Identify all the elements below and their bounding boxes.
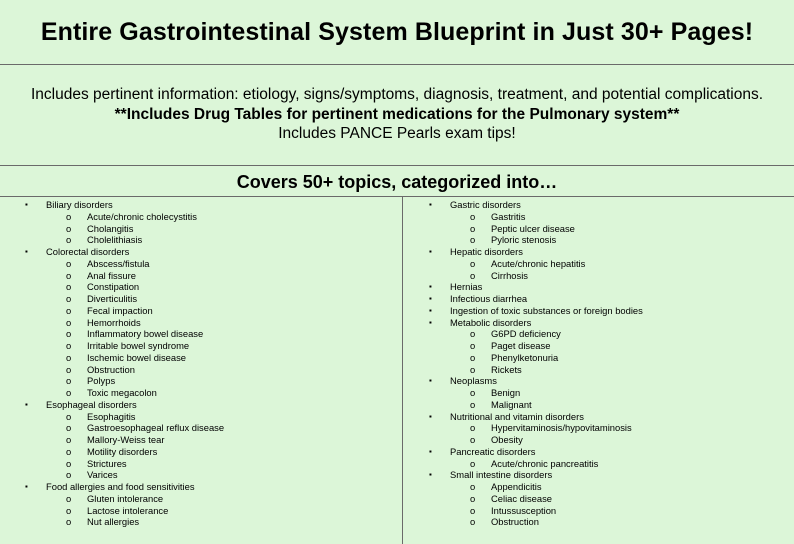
- circle-bullet-icon: o: [66, 269, 72, 281]
- square-bullet-icon: ▪: [429, 411, 432, 421]
- subtopic-label: Paget disease: [491, 340, 551, 351]
- subtopic-irritable-bowel-syndrome: [0, 340, 400, 352]
- square-bullet-icon: ▪: [429, 470, 432, 480]
- subtopic-obesity: [404, 434, 794, 446]
- topic-label: Colorectal disorders: [46, 246, 130, 257]
- circle-bullet-icon: o: [66, 340, 72, 351]
- circle-bullet-icon: o: [66, 234, 72, 246]
- subtopic-constipation: [0, 281, 400, 293]
- circle-bullet-icon: o: [470, 504, 476, 516]
- topic-small-intestine-disorders: [404, 469, 794, 481]
- subtopic-label: Gluten intolerance: [87, 492, 164, 504]
- topic-label: Infectious diarrhea: [450, 293, 528, 304]
- subtopic-label: Diverticulitis: [87, 293, 138, 304]
- subtopic-diverticulitis: [0, 293, 400, 305]
- subtopic-label: Obstruction: [491, 516, 539, 528]
- subtopic-obstruction: [0, 364, 400, 376]
- circle-bullet-icon: o: [66, 434, 72, 445]
- square-bullet-icon: ▪: [429, 317, 432, 327]
- divider-title: [0, 64, 794, 65]
- circle-bullet-icon: o: [66, 504, 72, 516]
- subtopic-anal-fissure: [0, 270, 400, 282]
- subtopic-label: Hemorrhoids: [87, 316, 141, 328]
- subtopic-label: Cholelithiasis: [87, 234, 143, 246]
- subtopic-inflammatory-bowel-disease: [0, 328, 400, 340]
- subtopic-label: Obstruction: [87, 363, 135, 375]
- topic-colorectal-disorders: [0, 246, 400, 258]
- circle-bullet-icon: o: [66, 222, 72, 234]
- subtopic-label: Cholangitis: [87, 222, 134, 234]
- subtopic-pyloric-stenosis: [404, 234, 794, 246]
- subtopic-label: Obesity: [491, 434, 523, 445]
- topic-ingestion-of-toxic-substances-or-foreign-bodies: [404, 305, 794, 317]
- circle-bullet-icon: o: [66, 304, 72, 316]
- subtopic-label: Fecal impaction: [87, 304, 153, 316]
- circle-bullet-icon: o: [470, 257, 476, 269]
- subtopic-label: Motility disorders: [87, 445, 158, 457]
- topic-hernias: [404, 281, 794, 293]
- subtopic-label: Acute/chronic cholecystitis: [87, 210, 197, 222]
- topic-pancreatic-disorders: [404, 446, 794, 458]
- subtopic-hypervitaminosis-hypovitaminosis: [404, 422, 794, 434]
- square-bullet-icon: ▪: [25, 482, 28, 491]
- square-bullet-icon: ▪: [429, 305, 432, 315]
- subtopic-ischemic-bowel-disease: [0, 352, 400, 364]
- square-bullet-icon: ▪: [429, 376, 432, 386]
- circle-bullet-icon: o: [66, 293, 72, 304]
- subtopic-label: Constipation: [87, 281, 140, 293]
- topic-gastric-disorders: [404, 199, 794, 211]
- subtopic-label: G6PD deficiency: [491, 328, 561, 340]
- square-bullet-icon: ▪: [429, 200, 432, 209]
- square-bullet-icon: ▪: [429, 282, 432, 292]
- subtopic-label: Pyloric stenosis: [491, 234, 557, 246]
- topic-label: Pancreatic disorders: [450, 445, 536, 457]
- subtopic-label: Nut allergies: [87, 516, 140, 528]
- subtopic-benign: [404, 387, 794, 399]
- circle-bullet-icon: o: [470, 387, 476, 398]
- circle-bullet-icon: o: [470, 269, 476, 281]
- topic-label: Hernias: [450, 281, 483, 293]
- circle-bullet-icon: o: [470, 351, 476, 363]
- subtopic-toxic-megacolon: [0, 387, 400, 399]
- topic-label: Nutritional and vitamin disorders: [450, 410, 584, 422]
- subtopic-label: Strictures: [87, 457, 127, 469]
- subtopic-label: Intussusception: [491, 504, 557, 516]
- intro-line-pance-pearls: Includes PANCE Pearls exam tips!: [278, 125, 516, 142]
- topic-list-right: [404, 199, 794, 528]
- subtopic-label: Acute/chronic hepatitis: [491, 257, 586, 269]
- circle-bullet-icon: o: [66, 492, 72, 504]
- circle-bullet-icon: o: [470, 222, 476, 234]
- subtopic-malignant: [404, 399, 794, 411]
- subtopic-polyps: [0, 375, 400, 387]
- topic-neoplasms: [404, 375, 794, 387]
- subtopic-label: Peptic ulcer disease: [491, 222, 575, 234]
- topic-label: Small intestine disorders: [450, 469, 553, 481]
- subtopic-peptic-ulcer-disease: [404, 223, 794, 235]
- circle-bullet-icon: o: [66, 257, 72, 269]
- circle-bullet-icon: o: [66, 457, 72, 469]
- intro-block: [0, 85, 794, 144]
- circle-bullet-icon: o: [470, 398, 476, 410]
- subtopic-label: Appendicitis: [491, 481, 542, 492]
- circle-bullet-icon: o: [470, 328, 476, 340]
- subtopic-intussusception: [404, 505, 794, 517]
- circle-bullet-icon: o: [66, 328, 72, 340]
- subtopic-label: Phenylketonuria: [491, 351, 559, 363]
- column-divider: [402, 197, 403, 544]
- subtopic-label: Polyps: [87, 375, 116, 387]
- subtopic-abscess-fistula: [0, 258, 400, 270]
- subtopic-phenylketonuria: [404, 352, 794, 364]
- subtopic-cirrhosis: [404, 270, 794, 282]
- subtopic-mallory-weiss-tear: [0, 434, 400, 446]
- circle-bullet-icon: o: [66, 445, 72, 457]
- topic-biliary-disorders: [0, 199, 400, 211]
- subtopic-strictures: [0, 458, 400, 470]
- square-bullet-icon: ▪: [429, 446, 432, 456]
- subtopic-label: Gastroesophageal reflux disease: [87, 422, 225, 434]
- circle-bullet-icon: o: [470, 516, 476, 528]
- square-bullet-icon: ▪: [25, 399, 28, 409]
- topic-label: Neoplasms: [450, 375, 497, 387]
- circle-bullet-icon: o: [470, 434, 476, 445]
- subtopic-gastroesophageal-reflux-disease: [0, 422, 400, 434]
- topic-hepatic-disorders: [404, 246, 794, 258]
- subtopic-nut-allergies: [0, 516, 400, 528]
- topic-label: Metabolic disorders: [450, 316, 532, 328]
- subtopic-label: Varices: [87, 469, 118, 481]
- subtopic-acute-chronic-pancreatitis: [404, 458, 794, 470]
- subtopic-acute-chronic-hepatitis: [404, 258, 794, 270]
- intro-line-drug-tables: **Includes Drug Tables for pertinent medications for the Pulmonary system**: [114, 105, 680, 123]
- topic-food-allergies-and-food-sensitivities: [0, 481, 400, 493]
- subtopic-label: Malignant: [491, 398, 532, 410]
- square-bullet-icon: ▪: [429, 294, 432, 303]
- subtopic-lactose-intolerance: [0, 505, 400, 517]
- circle-bullet-icon: o: [66, 351, 72, 363]
- topic-label: Esophageal disorders: [46, 398, 137, 410]
- circle-bullet-icon: o: [470, 492, 476, 504]
- subtopic-appendicitis: [404, 481, 794, 493]
- topic-label: Ingestion of toxic substances or foreign bodies: [450, 304, 643, 316]
- topic-list-left: [0, 199, 400, 528]
- subtopic-label: Celiac disease: [491, 492, 552, 504]
- subtopic-label: Mallory-Weiss tear: [87, 434, 165, 445]
- circle-bullet-icon: o: [66, 422, 72, 434]
- circle-bullet-icon: o: [470, 234, 476, 246]
- subtopic-label: Abscess/fistula: [87, 257, 150, 269]
- square-bullet-icon: ▪: [25, 200, 28, 209]
- circle-bullet-icon: o: [66, 375, 72, 387]
- circle-bullet-icon: o: [66, 281, 72, 293]
- circle-bullet-icon: o: [470, 481, 476, 492]
- subtopic-esophagitis: [0, 411, 400, 423]
- subtopic-obstruction: [404, 516, 794, 528]
- subtopic-label: Rickets: [491, 363, 522, 375]
- subtopic-label: Gastritis: [491, 210, 526, 222]
- topic-label: Biliary disorders: [46, 199, 113, 210]
- subtopic-cholangitis: [0, 223, 400, 235]
- square-bullet-icon: ▪: [429, 247, 432, 256]
- subtopic-hemorrhoids: [0, 317, 400, 329]
- topic-label: Gastric disorders: [450, 199, 521, 210]
- square-bullet-icon: ▪: [25, 247, 28, 256]
- circle-bullet-icon: o: [66, 469, 72, 481]
- circle-bullet-icon: o: [470, 363, 476, 375]
- covers-heading: Covers 50+ topics, categorized into…: [236, 172, 558, 192]
- subtopic-label: Ischemic bowel disease: [87, 351, 187, 363]
- subtopic-label: Anal fissure: [87, 269, 136, 281]
- subtopic-label: Esophagitis: [87, 410, 136, 422]
- subtopic-label: Cirrhosis: [491, 269, 528, 281]
- circle-bullet-icon: o: [66, 210, 72, 222]
- circle-bullet-icon: o: [66, 387, 72, 398]
- topic-label: Food allergies and food sensitivities: [46, 481, 195, 492]
- subtopic-rickets: [404, 364, 794, 376]
- subtopic-varices: [0, 469, 400, 481]
- circle-bullet-icon: o: [470, 210, 476, 222]
- circle-bullet-icon: o: [470, 422, 476, 434]
- topic-infectious-diarrhea: [404, 293, 794, 305]
- subtopic-fecal-impaction: [0, 305, 400, 317]
- subtopic-celiac-disease: [404, 493, 794, 505]
- page-title: Entire Gastrointestinal System Blueprint in Just 30+ Pages!: [40, 17, 754, 46]
- subtopic-paget-disease: [404, 340, 794, 352]
- subtopic-label: Inflammatory bowel disease: [87, 328, 204, 340]
- subtopic-gluten-intolerance: [0, 493, 400, 505]
- subtopic-label: Hypervitaminosis/hypovitaminosis: [491, 422, 632, 434]
- subtopic-g6pd-deficiency: [404, 328, 794, 340]
- subtopic-label: Lactose intolerance: [87, 504, 169, 516]
- subtopic-cholelithiasis: [0, 234, 400, 246]
- circle-bullet-icon: o: [66, 516, 72, 528]
- circle-bullet-icon: o: [66, 363, 72, 375]
- topic-label: Hepatic disorders: [450, 246, 523, 257]
- circle-bullet-icon: o: [66, 316, 72, 328]
- circle-bullet-icon: o: [470, 457, 476, 469]
- subtopic-label: Benign: [491, 387, 521, 398]
- circle-bullet-icon: o: [66, 410, 72, 422]
- divider-covers: [0, 196, 794, 197]
- subtopic-motility-disorders: [0, 446, 400, 458]
- subtopic-label: Acute/chronic pancreatitis: [491, 457, 599, 469]
- topic-nutritional-and-vitamin-disorders: [404, 411, 794, 423]
- intro-line-info: Includes pertinent information: etiology, signs/symptoms, diagnosis, treatment, and potential complications.: [30, 86, 764, 103]
- topic-metabolic-disorders: [404, 317, 794, 329]
- subtopic-label: Irritable bowel syndrome: [87, 340, 190, 351]
- subtopic-gastritis: [404, 211, 794, 223]
- subtopic-label: Toxic megacolon: [87, 387, 157, 398]
- circle-bullet-icon: o: [470, 340, 476, 351]
- divider-intro: [0, 165, 794, 166]
- subtopic-acute-chronic-cholecystitis: [0, 211, 400, 223]
- topic-esophageal-disorders: [0, 399, 400, 411]
